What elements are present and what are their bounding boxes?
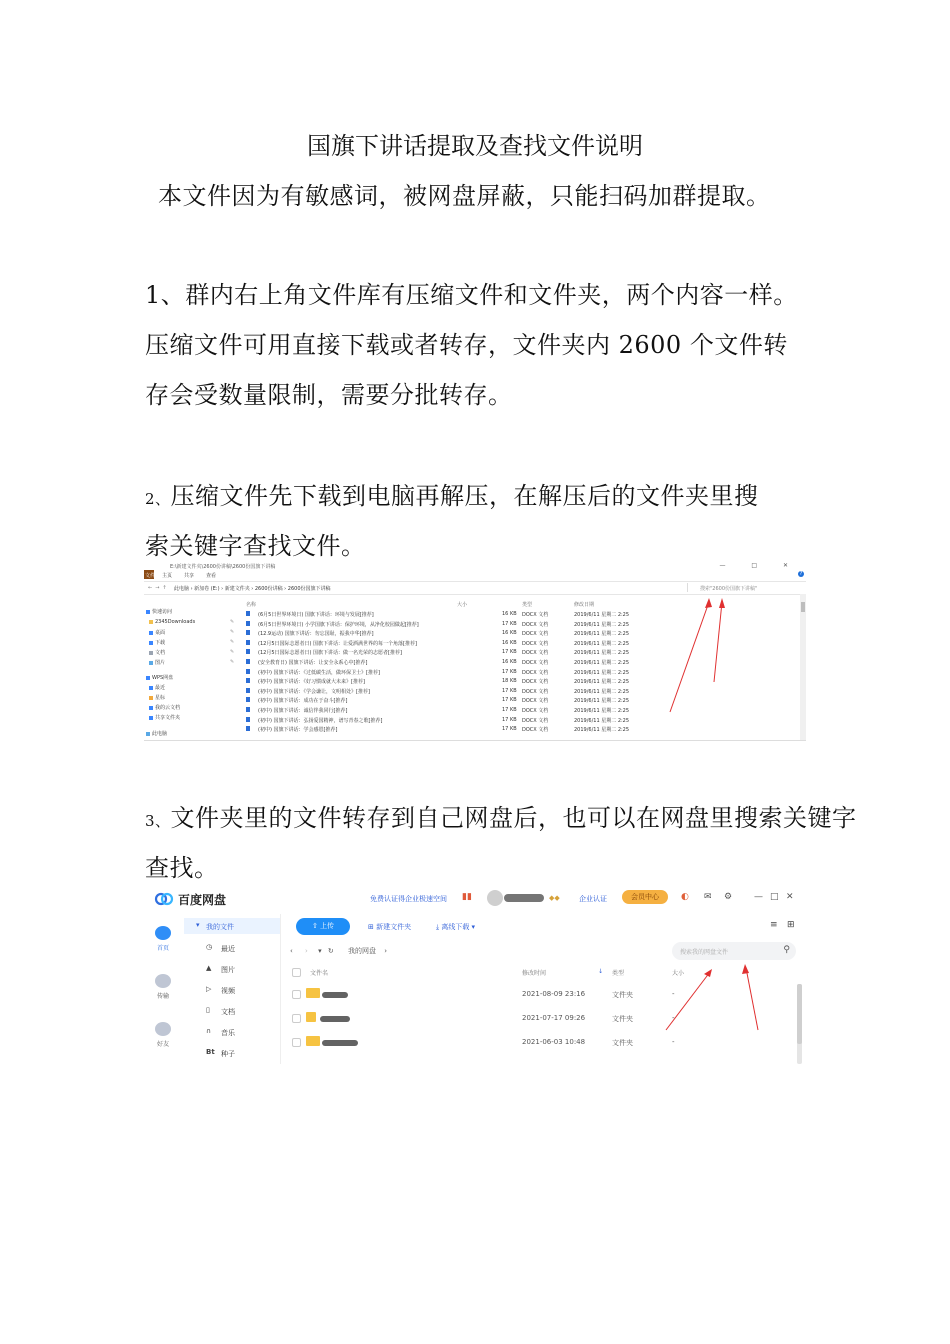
intro-paragraph: 本文件因为有敏感词，被网盘屏蔽，只能扫码加群提取。 (158, 182, 771, 210)
column-header-type[interactable]: 类型 (612, 970, 625, 977)
baidu-screenshot (144, 884, 806, 1064)
menu-label: 种子 (221, 1050, 235, 1058)
file-name: (12月5日国际志愿者日) 国旗下讲话：让爱洒满世界的每一个角落[推荐] (258, 640, 417, 647)
picture-icon: ▲ (206, 964, 212, 972)
enterprise-auth-link[interactable]: 企业认证 (579, 895, 607, 903)
sidebar-label: 快速访问 (152, 609, 173, 615)
explorer-annotation-arrows (144, 562, 806, 740)
step3-number: 3、 (145, 812, 171, 830)
menu-label: 我的文件 (206, 923, 234, 931)
file-name: (初中) 国旗下讲话：弘扬爱国精神，谱写青春之歌[推荐] (258, 717, 383, 724)
file-type: DOCX 文档 (522, 660, 549, 666)
step2-line2: 索关键字查找文件。 (145, 532, 366, 560)
row-type: 文件夹 (612, 1039, 633, 1047)
file-name: (初中) 国旗下讲话：《过低碳生活，做环保卫士》[推荐] (258, 669, 380, 676)
grid-view-icon[interactable]: ⊞ (787, 920, 795, 930)
explorer-screenshot (144, 562, 806, 741)
pin-icon: ✎ (230, 649, 235, 655)
arrowhead-1 (705, 598, 712, 608)
file-date: 2019/6/11 星期二 2:25 (574, 708, 630, 714)
file-type: DOCX 文档 (522, 708, 549, 714)
file-type: DOCX 文档 (522, 650, 549, 657)
row-modified: 2021-08-09 23:16 (522, 990, 586, 998)
step3-line1 (145, 798, 857, 833)
breadcrumb-chevron-icon: › (384, 947, 387, 955)
arrowhead-2 (742, 964, 749, 974)
file-type: DOCX 文档 (522, 631, 549, 638)
sidebar-label: 星标 (155, 695, 166, 701)
explorer-breadcrumb[interactable]: 此电脑 › 新加卷 (E:) › 新建文件夹 › 2600份讲稿 › 2600份国旗下讲稿 (174, 586, 331, 592)
pin-icon: ✎ (230, 639, 235, 645)
file-type: DOCX 文档 (522, 669, 549, 676)
row-size: - (672, 1038, 675, 1046)
sidebar-label: WPS网盘 (152, 675, 174, 681)
minimize-icon[interactable]: — (754, 892, 763, 902)
column-header-filename[interactable]: 文件名 (310, 970, 329, 977)
sidebar-label: 我的云文档 (155, 705, 181, 711)
sidebar-label: 共享文件夹 (155, 715, 181, 721)
offline-download-label: 离线下载 (441, 923, 470, 931)
rail-label: 好友 (156, 1041, 169, 1048)
file-size: 16 KB (502, 611, 517, 617)
upload-label: 上传 (320, 922, 335, 930)
forward-icon[interactable]: › (305, 947, 308, 955)
document-icon: ▯ (206, 1006, 210, 1014)
file-date: 2019/6/11 星期二 2:25 (574, 698, 630, 705)
back-icon[interactable]: ‹ (290, 947, 293, 955)
file-type: DOCX 文档 (522, 688, 549, 695)
annotation-arrow-2 (746, 968, 758, 1030)
arrowhead-2 (719, 598, 725, 608)
pin-icon: ✎ (230, 619, 235, 625)
file-date: 2019/6/11 星期二 2:25 (574, 688, 630, 695)
file-date: 2019/6/11 星期二 2:25 (574, 679, 630, 686)
step3-text: 文件夹里的文件转存到自己网盘后，也可以在网盘里搜索关键字 (170, 804, 857, 832)
column-header-size[interactable]: 大小 (672, 970, 685, 977)
document-title: 国旗下讲话提取及查找文件说明 (307, 132, 643, 160)
sidebar-label: 文档 (155, 650, 166, 656)
baidu-annotation-arrows (144, 884, 806, 1064)
step1-line3: 存会受数量限制，需要分批转存。 (145, 381, 513, 409)
sidebar-label: 2345Downloads (155, 619, 196, 625)
file-name: (12.9运动) 国旗下讲话：勿忘国耻，振我中华[推荐] (258, 631, 374, 638)
column-header-name[interactable]: 名称 (246, 602, 257, 608)
file-date: 2019/6/11 星期二 2:25 (574, 631, 630, 638)
file-type: DOCX 文档 (522, 679, 549, 686)
sort-icon[interactable]: ≡ (770, 920, 778, 930)
step2-number: 2、 (145, 490, 171, 508)
dropdown-icon[interactable]: ▾ (318, 947, 322, 955)
file-type: DOCX 文档 (522, 698, 549, 705)
column-header-type[interactable]: 类型 (522, 602, 533, 608)
file-name: (初中) 国旗下讲话：诚信伴我同行[推荐] (258, 708, 348, 714)
vip-badge-icon: ◆◆ (549, 894, 560, 902)
sort-down-icon[interactable]: ↓ (598, 968, 604, 975)
file-type: DOCX 文档 (522, 612, 549, 618)
clock-icon: ◷ (206, 943, 213, 951)
refresh-icon[interactable]: ↻ (327, 947, 334, 955)
explorer-window-title: E:\新建文件夹\2600份讲稿\2600份国旗下讲稿 (170, 564, 276, 570)
help-icon[interactable]: ? (799, 571, 803, 577)
ribbon-tab-file-label[interactable]: 文件 (145, 573, 156, 579)
file-type: DOCX 文档 (522, 621, 549, 628)
headphones-icon: ∩ (206, 1027, 212, 1035)
maximize-icon[interactable]: □ (770, 892, 779, 902)
step2-text: 压缩文件先下载到电脑再解压，在解压后的文件夹里搜 (170, 482, 759, 510)
file-name: (初中) 国旗下讲话：《好习惯成就大未来》[推荐] (258, 679, 365, 686)
rail-label: 传输 (156, 993, 169, 1000)
ribbon-tab-share[interactable]: 共享 (184, 573, 195, 579)
pin-icon: ✎ (230, 659, 235, 665)
menu-label: 最近 (221, 945, 235, 953)
file-date: 2019/6/11 星期二 2:25 (574, 669, 630, 676)
ribbon-tab-view[interactable]: 查看 (206, 573, 217, 579)
search-icon[interactable]: ⚲ (783, 945, 790, 955)
upload-icon: ⇧ (311, 922, 321, 930)
torrent-icon: Bt (206, 1048, 215, 1056)
file-size: 17 KB (502, 716, 517, 723)
file-name: (初中) 国旗下讲话：学会感恩[推荐] (258, 727, 338, 734)
rail-label: 首页 (156, 945, 169, 952)
column-header-date[interactable]: 修改日期 (574, 602, 595, 608)
baidu-breadcrumb[interactable]: 我的网盘 (347, 947, 376, 955)
file-date: 2019/6/11 星期二 2:25 (574, 660, 630, 666)
file-name: (初中) 国旗下讲话：成功在于奋斗[推荐] (258, 698, 348, 705)
file-size: 18 KB (502, 678, 517, 685)
sidebar-label: 最近 (155, 685, 166, 691)
file-date: 2019/6/11 星期二 2:25 (574, 621, 630, 628)
sidebar-label: 图片 (155, 660, 166, 666)
file-date: 2019/6/11 星期二 2:25 (574, 727, 630, 734)
row-size: - (672, 1014, 675, 1022)
close-icon[interactable]: ✕ (786, 892, 794, 902)
file-name: (12月5日国际志愿者日) 国旗下讲话：做一名光荣的志愿者[推荐] (258, 650, 402, 657)
column-header-size[interactable]: 大小 (457, 602, 468, 608)
file-size: 17 KB (502, 668, 517, 675)
file-type: DOCX 文档 (522, 640, 549, 647)
file-date: 2019/6/11 星期二 2:25 (574, 650, 630, 657)
file-date: 2019/6/11 星期二 2:25 (574, 717, 630, 724)
step1-line2: 压缩文件可用直接下载或者转存，文件夹内 2600 个文件转 (145, 331, 788, 359)
file-type: DOCX 文档 (522, 727, 549, 734)
step2-line1 (145, 476, 759, 511)
file-size: 16 KB (502, 659, 517, 665)
new-folder-button[interactable]: ⊞ 新建文件夹 (368, 923, 412, 931)
annotation-arrow-1 (670, 602, 709, 712)
arrowhead-1 (704, 969, 712, 977)
row-size: - (672, 990, 675, 998)
file-size: 16 KB (502, 630, 517, 637)
explorer-window-controls[interactable]: — □ ✕ (719, 562, 800, 569)
file-name: (6月5日世界环境日) 小学国旗下讲话：保护环境，从净化校园做起[推荐] (258, 621, 419, 628)
expand-icon: ▾ (196, 921, 200, 929)
file-name: (安全教育日) 国旗下讲话：让安全永系心中[推荐] (258, 660, 368, 666)
menu-label: 音乐 (221, 1029, 235, 1037)
pin-icon: ✎ (230, 629, 235, 635)
step1-line1: 1、群内右上角文件库有压缩文件和文件夹，两个内容一样。 (145, 281, 798, 309)
baidu-brand: 百度网盘 (178, 893, 227, 907)
file-size: 17 KB (502, 707, 517, 713)
vip-center-button[interactable]: 会员中心 (622, 890, 668, 904)
sidebar-label: 此电脑 (152, 731, 168, 737)
file-size: 17 KB (502, 649, 517, 656)
baidu-search-placeholder: 搜索我的网盘文件 (680, 949, 729, 956)
game-icon[interactable]: ◐ (681, 892, 689, 902)
row-type: 文件夹 (612, 1015, 633, 1023)
file-size: 17 KB (502, 697, 517, 704)
nav-arrows-icon[interactable]: ←→↑ (148, 585, 170, 591)
gift-icon[interactable]: ▮▮ (462, 892, 472, 902)
annotation-arrow-1 (666, 972, 710, 1030)
sidebar-label: 桌面 (155, 630, 166, 636)
sidebar-label: 下载 (155, 640, 166, 646)
file-name: (6月5日世界环境日) 国旗下讲话：环境与发展[推荐] (258, 612, 374, 618)
file-date: 2019/6/11 星期二 2:25 (574, 612, 630, 618)
file-type: DOCX 文档 (522, 717, 549, 724)
file-name: (初中) 国旗下讲话：《学会谦让，文明相处》[推荐] (258, 688, 370, 695)
explorer-search-placeholder: 搜索"2600份国旗下讲稿" (700, 586, 758, 592)
file-size: 17 KB (502, 687, 517, 694)
column-header-modified[interactable]: 修改时间 (522, 970, 547, 977)
promo-link[interactable]: 免费认证得企业极速空间 (370, 895, 447, 903)
offline-download-button[interactable]: ⤓ 离线下载 ▾ (436, 923, 476, 931)
file-date: 2019/6/11 星期二 2:25 (574, 640, 630, 647)
step3-line2: 查找。 (145, 854, 219, 882)
menu-label: 图片 (221, 966, 235, 974)
row-type: 文件夹 (612, 991, 633, 999)
row-modified: 2021-06-03 10:48 (522, 1038, 586, 1046)
new-folder-label: 新建文件夹 (376, 923, 412, 931)
file-size: 17 KB (502, 726, 517, 733)
video-icon: ▷ (206, 985, 212, 993)
menu-label: 视频 (221, 987, 235, 995)
annotation-arrow-2 (714, 602, 722, 682)
settings-icon[interactable]: ⚙ (724, 892, 733, 902)
mail-icon[interactable]: ✉ (704, 892, 712, 902)
row-modified: 2021-07-17 09:26 (522, 1014, 586, 1022)
file-size: 17 KB (502, 620, 517, 627)
file-size: 16 KB (502, 639, 517, 646)
ribbon-tab-home[interactable]: 主页 (162, 573, 173, 579)
menu-label: 文档 (221, 1008, 235, 1016)
